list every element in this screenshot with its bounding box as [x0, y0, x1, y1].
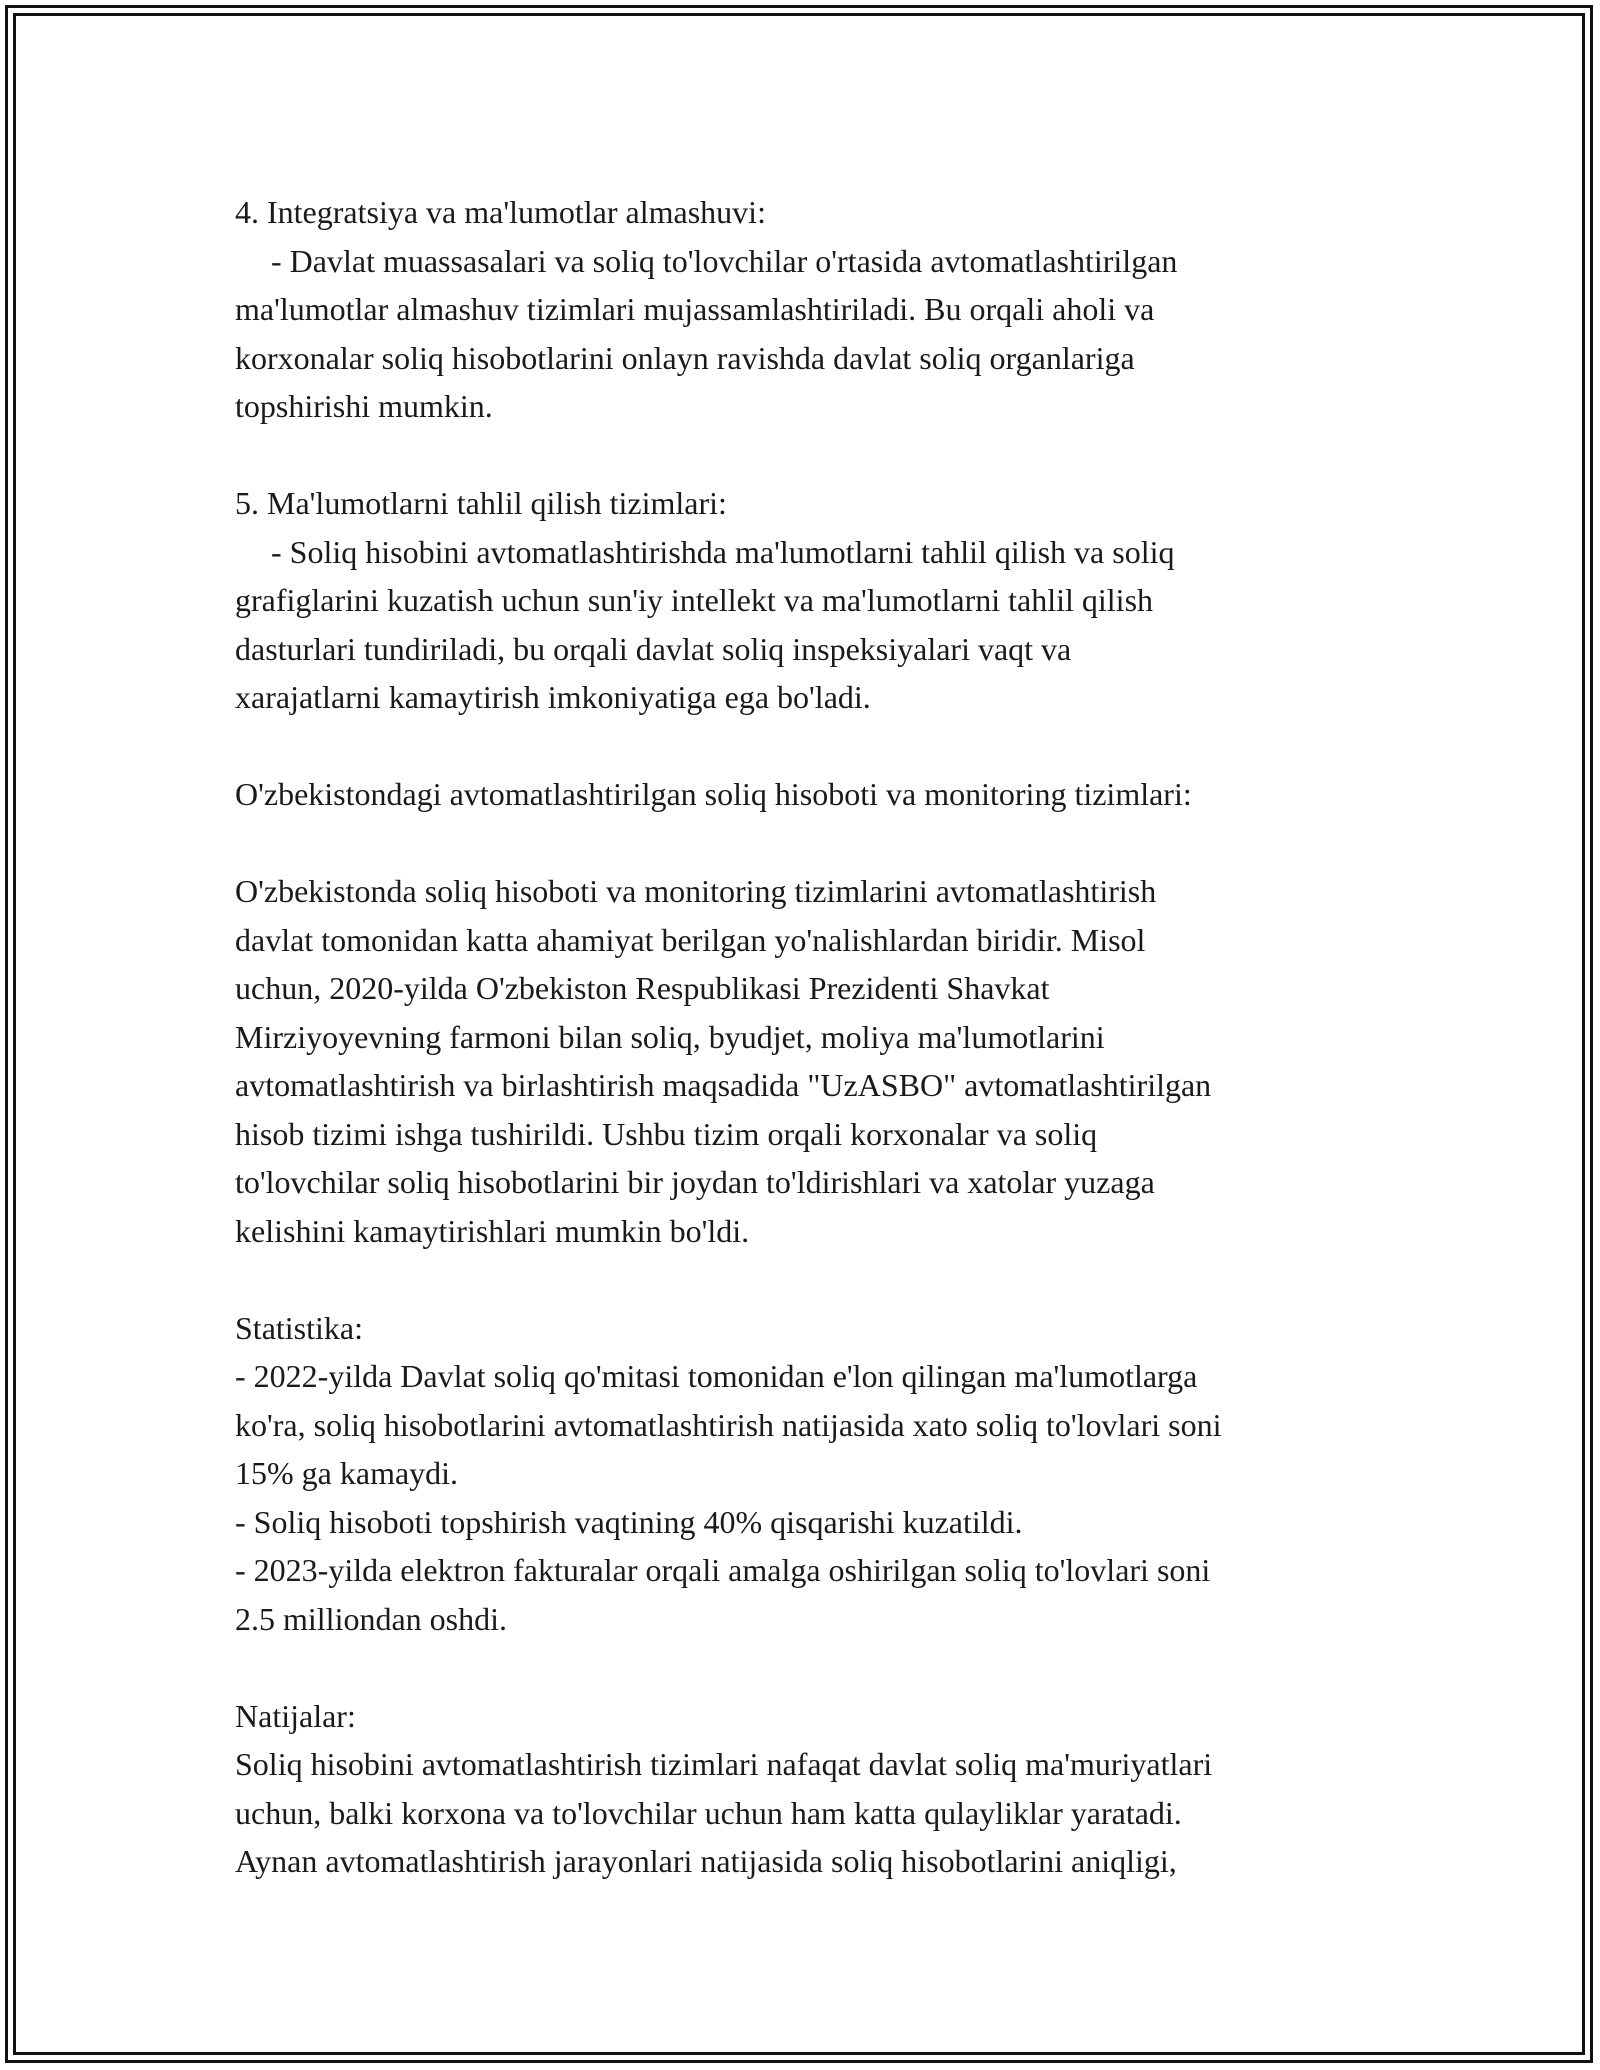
text-line: uchun, 2020-yilda O'zbekiston Respublikasi Prezidenti Shavkat: [235, 970, 1050, 1006]
text-line: avtomatlashtirish va birlashtirish maqsadida "UzASBO" avtomatlashtirilgan: [235, 1067, 1212, 1103]
paragraph-gap: [235, 819, 1395, 868]
paragraph-gap: [235, 1643, 1395, 1692]
text-line: xarajatlarni kamaytirish imkoniyatiga ega bo'ladi.: [235, 679, 871, 715]
text-line: uchun, balki korxona va to'lovchilar uchun ham katta qulayliklar yaratadi.: [235, 1794, 1182, 1831]
section-heading: O'zbekistondagi avtomatlashtirilgan soliq hisoboti va monitoring tizimlari:: [235, 776, 1192, 812]
section-heading: 5. Ma'lumotlarni tahlil qilish tizimlari:: [235, 485, 727, 521]
text-line: Mirziyoyevning farmoni bilan soliq, byudjet, moliya ma'lumotlarini: [235, 1018, 1105, 1055]
text-line: topshirishi mumkin.: [235, 388, 493, 424]
text-line: ko'ra, soliq hisobotlarini avtomatlashtirish natijasida xato soliq to'lovlari soni: [235, 1406, 1222, 1443]
text-line: O'zbekistonda soliq hisoboti va monitoring tizimlarini avtomatlashtirish: [235, 873, 1157, 909]
text-line: - 2022-yilda Davlat soliq qo'mitasi tomonidan e'lon qilingan ma'lumotlarga: [235, 1358, 1198, 1394]
text-line: kelishini kamaytirishlari mumkin bo'ldi.: [235, 1212, 750, 1249]
section-heading: Natijalar:: [235, 1697, 356, 1734]
text-line: grafiglarini kuzatish uchun sun'iy intellekt va ma'lumotlarni tahlil qilish: [235, 582, 1154, 618]
text-line: to'lovchilar soliq hisobotlarini bir joydan to'ldirishlari va xatolar yuzaga: [235, 1164, 1155, 1200]
text-line: Aynan avtomatlashtirish jarayonlari natijasida soliq hisobotlarini aniqligi,: [235, 1843, 1177, 1879]
section-statistics: [235, 1304, 1395, 1644]
text-line: - Soliq hisoboti topshirish vaqtining 40% qisqarishi kuzatildi.: [235, 1503, 1023, 1540]
bullet-line: - Davlat muassasalari va soliq to'lovchilar o'rtasida avtomatlashtirilgan: [271, 242, 1178, 279]
text-line: dasturlari tundiriladi, bu orqali davlat soliq inspeksiyalari vaqt va: [235, 630, 1072, 667]
text-line: korxonalar soliq hisobotlarini onlayn ravishda davlat soliq organlariga: [235, 339, 1135, 376]
text-line: - 2023-yilda elektron fakturalar orqali amalga oshirilgan soliq to'lovlari soni: [235, 1552, 1211, 1588]
bullet-line: - Soliq hisobini avtomatlashtirishda ma'lumotlarni tahlil qilish va soliq: [271, 533, 1175, 570]
text-line: 15% ga kamaydi.: [235, 1455, 459, 1491]
paragraph-gap: [235, 1255, 1395, 1304]
text-line: 2.5 milliondan oshdi.: [235, 1600, 507, 1637]
section-results: [235, 1692, 1395, 1886]
text-line: hisob tizimi ishga tushirildi. Ushbu tizim orqali korxonalar va soliq: [235, 1115, 1098, 1152]
section-data-analysis: [235, 479, 1395, 722]
section-heading: Statistika:: [235, 1309, 363, 1346]
document-body: [235, 188, 1395, 1886]
uzbekistan-paragraph: [235, 867, 1395, 1255]
text-line: Soliq hisobini avtomatlashtirish tizimlari nafaqat davlat soliq ma'muriyatlari: [235, 1746, 1213, 1782]
section-heading: 4. Integratsiya va ma'lumotlar almashuvi:: [235, 194, 766, 230]
section-integration: [235, 188, 1395, 431]
paragraph-gap: [235, 722, 1395, 771]
text-line: ma'lumotlar almashuv tizimlari mujassamlashtiriladi. Bu orqali aholi va: [235, 291, 1155, 327]
paragraph-gap: [235, 431, 1395, 480]
text-line: davlat tomonidan katta ahamiyat berilgan yo'nalishlardan biridir. Misol: [235, 921, 1146, 958]
